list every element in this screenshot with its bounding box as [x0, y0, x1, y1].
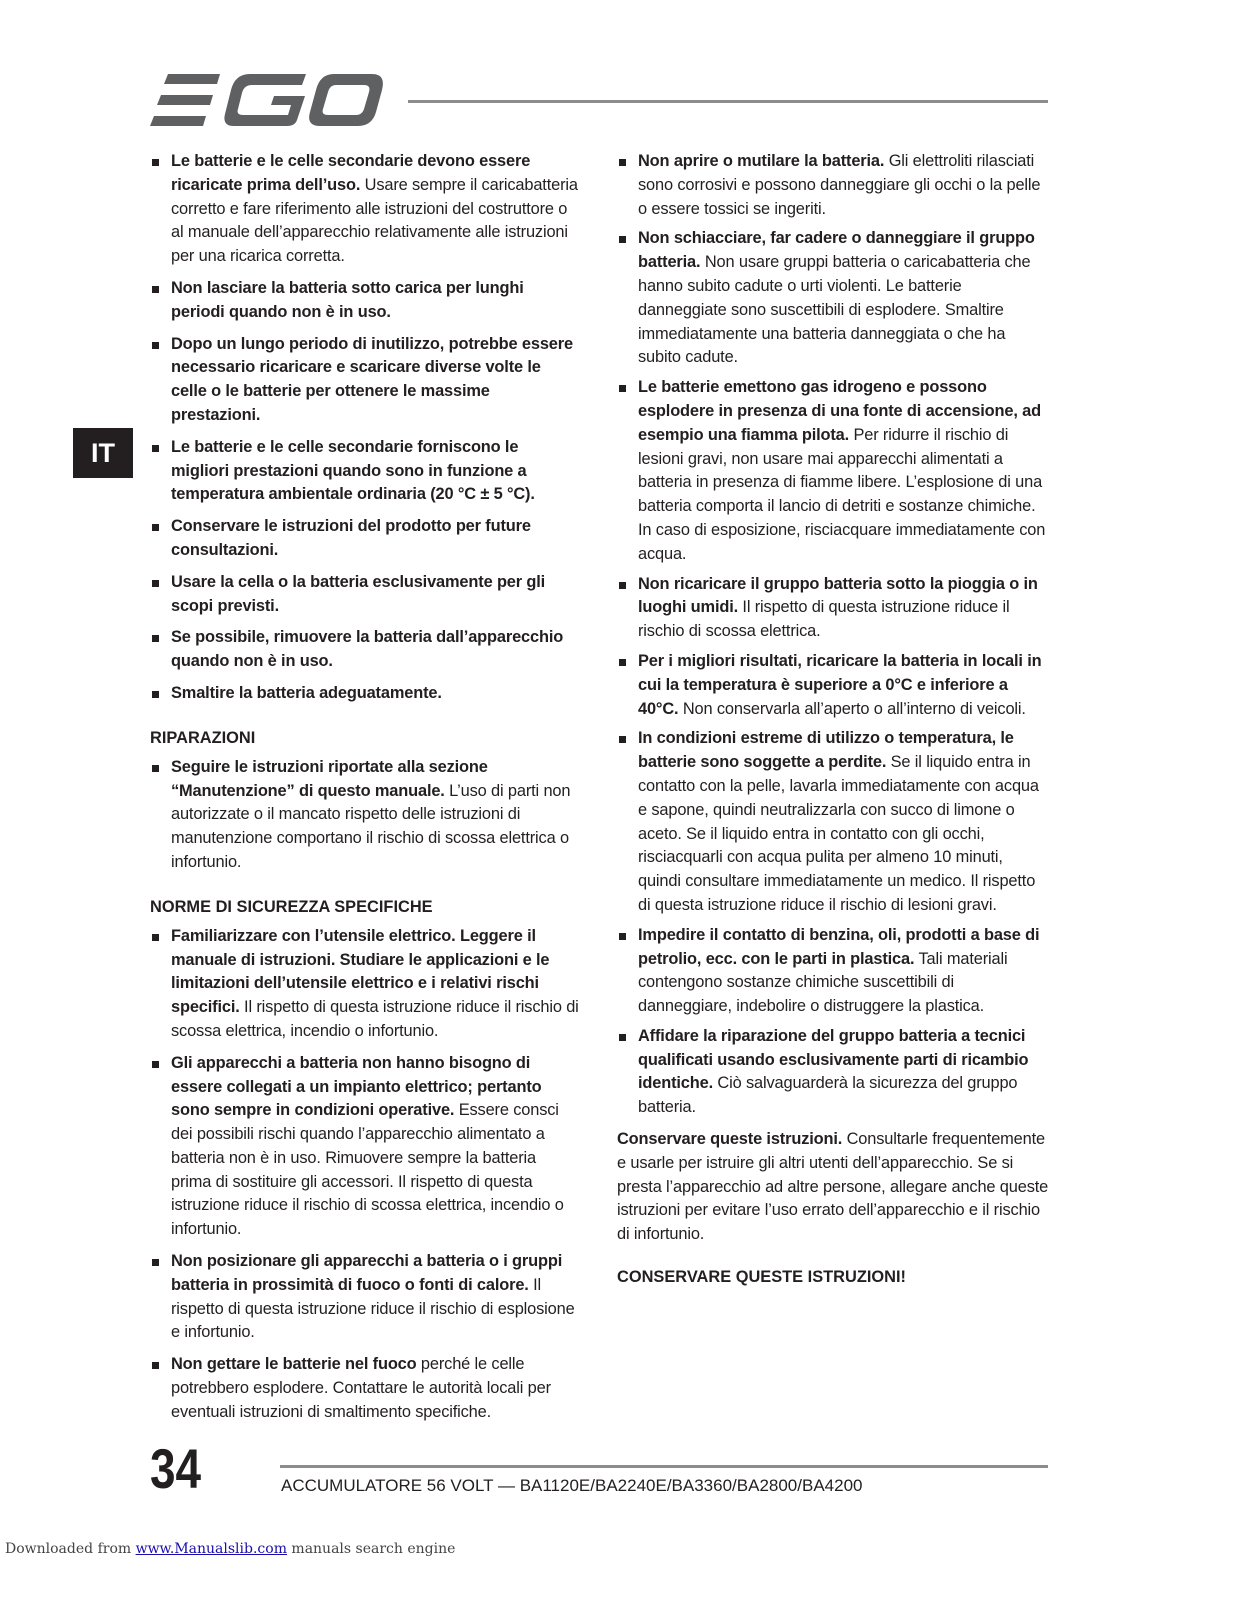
bullet-bold-text: Non lasciare la batteria sotto carica per lunghi periodi quando non è in uso. [171, 278, 524, 321]
manualslib-link[interactable]: www.Manualslib.com [135, 1541, 287, 1557]
heading-specific-safety: NORME DI SICUREZZA SPECIFICHE [150, 897, 433, 916]
page-number: 34 [150, 1437, 202, 1500]
bullet-bold-text: Non gettare le batterie nel fuoco [171, 1355, 417, 1374]
bullet-item [150, 1052, 580, 1242]
bullet-bold-text: Impedire il contatto di benzina, oli, prodotti a base di petrolio, ecc. con le parti in plastica. [638, 925, 1040, 968]
bullet-item [617, 150, 1049, 221]
bullet-bold-text: Per i migliori risultati, ricaricare la batteria in locali in cui la temperatura è superiore a 0°C e inferiore a 40°C. [638, 651, 1042, 718]
bullet-item [150, 571, 580, 619]
left-column [150, 150, 580, 1433]
bullet-body-text: Per ridurre il rischio di lesioni gravi, non usare mai apparecchi alimentati a batteria in presenza di fiamme libere. L’esplosione di una batteria comporta il lancio di detriti e sostanze chimiche. In caso di esposizione, risciacquare immediatamente con acqua. [638, 425, 1046, 563]
bullet-bold-text: Le batterie e le celle secondarie forniscono le migliori prestazioni quando sono in funzione a temperatura ambientale ordinaria (20 °C ± 5 °C). [171, 437, 535, 504]
bullet-body-text: Il rispetto di questa istruzione riduce il rischio di scossa elettrica. [638, 598, 1010, 641]
bullet-body-text: Gli elettroliti rilasciati sono corrosivi e possono danneggiare gli occhi o la pelle o essere tossici se ingeriti. [638, 152, 1041, 218]
bullet-body-text: Ciò salvaguarderà la sicurezza del gruppo batteria. [638, 1074, 1018, 1117]
bullet-item [617, 924, 1049, 1019]
download-bar [5, 1541, 455, 1557]
bullet-bold-text: In condizioni estreme di utilizzo o temperatura, le batterie sono soggette a perdite. [638, 729, 1014, 772]
bullet-list-repairs [150, 756, 580, 875]
bullet-item [617, 227, 1049, 370]
bullet-bold-text: Le batterie emettono gas idrogeno e possono esplodere in presenza di una fonte di accensione, ad esempio una fiamma pilota. [638, 378, 1041, 444]
download-prefix: Downloaded from [5, 1541, 136, 1557]
header-rule [408, 100, 1048, 103]
bullet-body-text: L’uso di parti non autorizzate o il mancato rispetto delle istruzioni di manutenzione comportano il rischio di scossa elettrica o infortunio. [171, 781, 571, 871]
bullet-item [150, 1250, 580, 1345]
bullet-bold-text: Familiarizzare con l’utensile elettrico. Leggere il manuale di istruzioni. Studiare le applicazioni e le limitazioni dell’utensile elettrico e i relativi rischi specifici. [171, 926, 550, 1017]
bullet-list-general [150, 150, 580, 706]
bullet-item [150, 515, 580, 563]
bullet-bold-text: Dopo un lungo periodo di inutilizzo, potrebbe essere necessario ricaricare e scaricare diverse volte le celle o le batterie per ottenere le massime prestazioni. [171, 334, 573, 424]
bullet-item [150, 1353, 580, 1424]
bullet-bold-text: Affidare la riparazione del gruppo batteria a tecnici qualificati usando esclusivamente parti di ricambio identiche. [638, 1026, 1029, 1093]
bullet-bold-text: Non aprire o mutilare la batteria. [638, 152, 885, 170]
bullet-body-text: Non usare gruppi batteria o caricabatteria che hanno subito cadute o urti violenti. Le batterie danneggiate sono suscettibili di esplodere. Smaltire immediatamente una batteria danneggiata o che ha subito cadute. [638, 253, 1031, 367]
bullet-item [617, 1025, 1049, 1120]
final-heading: CONSERVARE QUESTE ISTRUZIONI! [617, 1268, 906, 1287]
bullet-item [150, 436, 580, 507]
bullet-item [617, 573, 1049, 644]
bullet-item [150, 277, 580, 325]
bullet-item [617, 727, 1049, 917]
bullet-bold-text: Non schiacciare, far cadere o danneggiare il gruppo batteria. [638, 229, 1035, 272]
right-column [617, 150, 1049, 1289]
bullet-body-text: Se il liquido entra in contatto con la pelle, lavarla immediatamente con acqua e sapone, quindi neutralizzarla con succo di limone o aceto. Se il liquido entra in contatto con gli occhi, risciacquarli con acqua pulita per almeno 10 minuti, quindi consultare immediatamente un medico. Il rispetto di questa istruzione riduce il rischio di lesioni gravi. [638, 753, 1039, 914]
bullet-bold-text: Gli apparecchi a batteria non hanno bisogno di essere collegati a un impianto elettrico; pertanto sono sempre in condizioni operative. [171, 1053, 542, 1120]
bullet-item [150, 682, 580, 706]
bullet-bold-text: Le batterie e le celle secondarie devono essere ricaricate prima dell’uso. [171, 152, 531, 194]
bullet-body-text: Il rispetto di questa istruzione riduce il rischio di scossa elettrica, incendio o infortunio. [171, 998, 579, 1040]
bullet-list-specific [150, 925, 580, 1425]
closing-paragraph [617, 1128, 1049, 1247]
heading-repairs: RIPARAZIONI [150, 728, 256, 747]
bullet-list-battery [617, 150, 1049, 1120]
bullet-bold-text: Se possibile, rimuovere la batteria dall’apparecchio quando non è in uso. [171, 628, 564, 671]
bullet-item [150, 150, 580, 269]
download-suffix: manuals search engine [286, 1541, 456, 1557]
bullet-bold-text: Non posizionare gli apparecchi a batteria o i gruppi batteria in prossimità di fuoco o fonti di calore. [171, 1252, 563, 1294]
language-tab: IT [73, 428, 133, 478]
closing-text: Consultarle frequentemente e usarle per istruire gli altri utenti dell’apparecchio. Se si presta l’apparecchio ad altre persone, allegare anche queste istruzioni per evitare l’uso errato dell’apparecchio e il rischio di infortunio. [617, 1130, 1049, 1244]
bullet-body-text: Tali materiali contengono sostanze chimiche suscettibili di danneggiare, indebolire o distruggere la plastica. [638, 949, 1008, 1016]
footer-title: ACCUMULATORE 56 VOLT — BA1120E/BA2240E/BA3360/BA2800/BA4200 [281, 1476, 863, 1495]
bullet-item [150, 626, 580, 674]
bullet-bold-text: Conservare le istruzioni del prodotto per future consultazioni. [171, 517, 531, 559]
bullet-item [617, 650, 1049, 721]
bullet-bold-text: Seguire le istruzioni riportate alla sezione “Manutenzione” di questo manuale. [171, 757, 488, 800]
closing-bold: Conservare queste istruzioni. [617, 1130, 843, 1149]
footer-rule [280, 1465, 1048, 1468]
bullet-item [150, 333, 580, 428]
bullet-item [150, 925, 580, 1044]
bullet-body-text: Usare sempre il caricabatteria corretto e fare riferimento alle istruzioni del costruttore o al manuale dell’apparecchio relativamente alle istruzioni per una ricarica corretta. [171, 175, 578, 266]
bullet-item [150, 756, 580, 875]
bullet-body-text: Il rispetto di questa istruzione riduce il rischio di esplosione e infortunio. [171, 1275, 575, 1342]
bullet-bold-text: Non ricaricare il gruppo batteria sotto la pioggia o in luoghi umidi. [638, 574, 1038, 617]
bullet-body-text: perché le celle potrebbero esplodere. Contattare le autorità locali per eventuali istruzioni di smaltimento specifiche. [171, 1355, 551, 1421]
bullet-body-text: Essere consci dei possibili rischi quando l’apparecchio alimentato a batteria non è in uso. Rimuovere sempre la batteria prima di sostituire gli accessori. Il rispetto di questa istruzione riduce il rischio di scossa elettrica, incendio o infortunio. [171, 1101, 564, 1239]
bullet-bold-text: Smaltire la batteria adeguatamente. [171, 683, 442, 702]
bullet-item [617, 376, 1049, 566]
bullet-bold-text: Usare la cella o la batteria esclusivamente per gli scopi previsti. [171, 572, 546, 615]
bullet-body-text: Non conservarla all’aperto o all’interno di veicoli. [678, 699, 1026, 718]
